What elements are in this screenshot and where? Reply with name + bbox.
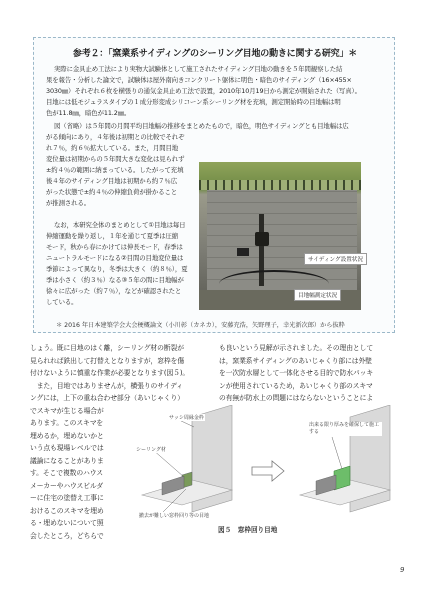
text-line: がった状態で±約４％の伸縮負荷が掛かること (46, 188, 178, 196)
text-line: また，目地ではありませんが，横張りのサイディ (30, 381, 184, 390)
displacement-gauge (255, 232, 269, 246)
sensor-box (237, 248, 249, 256)
text-line: 議論になることがありま (30, 456, 104, 465)
text-line: している。 (46, 298, 78, 306)
text-line: ±約４％の範囲に納まっている。したがって充填 (46, 166, 184, 174)
text-line: ニュートラルモードになる②目間の目地変位量は (46, 254, 184, 262)
photo-caption-installation: サイディング設置状況 (304, 253, 367, 265)
text-line: 色が11.8㎜，暗色が11.2㎜。 (46, 109, 131, 117)
text-line: メーカーやハウスビルダ (30, 481, 104, 490)
text-line: す。そこで複数のハウス (30, 469, 103, 477)
text-line: でスキマが生じる場合が (30, 406, 104, 415)
text-line: ングには，上下の重ね合わせ部分（あいじゃくり） (30, 394, 184, 402)
figure5-caption: 図５ 窓枠回り目地 (218, 526, 278, 534)
source-note: ＊ 2016 年日本建築学会大会梗概論文（小川彰（カネカ），安藤充浩，矢野理子，幸光新次郎）から抜粋 (56, 322, 345, 329)
text-line: 埋めるか，埋めないかと (30, 431, 104, 440)
text-line: おけるこのスキマを埋め (30, 506, 104, 515)
text-line: あります。このスキマを (30, 419, 104, 427)
text-line: が推測される。 (46, 199, 91, 207)
text-line: 伸縮運動を繰り返し，１年を通じて夏季は圧縮 (46, 232, 179, 240)
text-line: れ７％，約６％拡大している。また，月間目地 (46, 144, 179, 152)
text-line: 季節によって異なり，冬季は大きく（約８％），夏 (46, 265, 188, 273)
label-new-note: 出来る限り厚みを確保して施工する (308, 422, 382, 436)
text-line: がる傾向にあり，４年後は初期との比較でそれぞ (46, 133, 185, 141)
arrow-icon (252, 461, 284, 481)
text-line: なお，本研究全体のまとめとして①目地は毎日 (54, 221, 186, 229)
text-line: 変位量は初期からの５年間大きな変化は見られず (46, 155, 185, 163)
label-sealant: シーリング材 (136, 447, 166, 453)
text-line: 後４年のサイディング目地は初期から約７％広 (46, 177, 178, 185)
siding-test-photo (199, 162, 361, 310)
fence-rail (199, 180, 361, 190)
text-line: 3030㎜）それぞれ６枚を横張りの通気金具止め工法で設置，2010年10月19日から測定が開始された（写真）。 (46, 87, 361, 95)
text-line: 果を報告・分析した論文で，試験体は屋外南向きコンクリート躯体に明色・暗色のサイディング（16×455× (46, 76, 352, 84)
text-line: 季は小さく（約３％）なる③５年の間に目地幅が (46, 276, 184, 284)
label-sash-frame: サッシ周縁金枠 (169, 415, 204, 421)
text-line: を一次防水層として一体化させる目的で防水パッキ (219, 369, 374, 377)
figure5-before (142, 405, 232, 512)
text-line: る・埋めないについて照 (30, 519, 104, 527)
text-line: 目地には低モジュラスタイプの１成分形変成シリコーン系シーリング材を充填，測定開始時の目地幅は明 (46, 98, 341, 106)
text-line: ーに住宅の塗替え工事に (30, 494, 104, 502)
text-line: も良いという見解が示されました。その理由として (219, 344, 374, 352)
text-line: は，窯業系サイディングのあいじゃくり部には外壁 (219, 356, 372, 365)
text-line: 徐々に広がった（約７％），などが確認されたと (46, 287, 182, 295)
text-line: モード，秋から春にかけては伸長モード，春季は (46, 243, 183, 251)
text-line: しょう。既に目地のはく離，シーリング材の断裂が (30, 344, 184, 352)
text-line: 見られれば鉄出して打替えとなりますが，窓枠を傷 (30, 356, 185, 365)
text-line: 付けないように慎重な作業が必要となります(図５)。 (30, 369, 190, 377)
text-line: 図（省略）は５年間の月間平均目地幅の推移をまとめたもので，暗色，明色サイディングとも目地幅は広 (54, 122, 349, 130)
photo-caption-measurement: 目地幅測定状況 (294, 289, 341, 301)
text-line: 会したところ，どちらで (30, 531, 104, 540)
page-number: 9 (400, 566, 405, 574)
text-line: 実際に金具止め工法により実物大試験体として施工されたサイディング目地の動きを５年間観察した結 (54, 65, 343, 73)
text-line: いう点も現場レベルでは (30, 444, 104, 452)
reference-title: 参考２：「窯業系サイディングのシーリング目地の動きに関する研究」＊ (72, 49, 358, 59)
text-line: ンが使用されているため，あいじゃくり部のスキマ (219, 381, 373, 390)
label-old-sealant: 撤去が難しい窓枠回り等の目地 (139, 513, 210, 519)
text-line: の有無が防水上の問題にはならないということによ (219, 394, 374, 402)
